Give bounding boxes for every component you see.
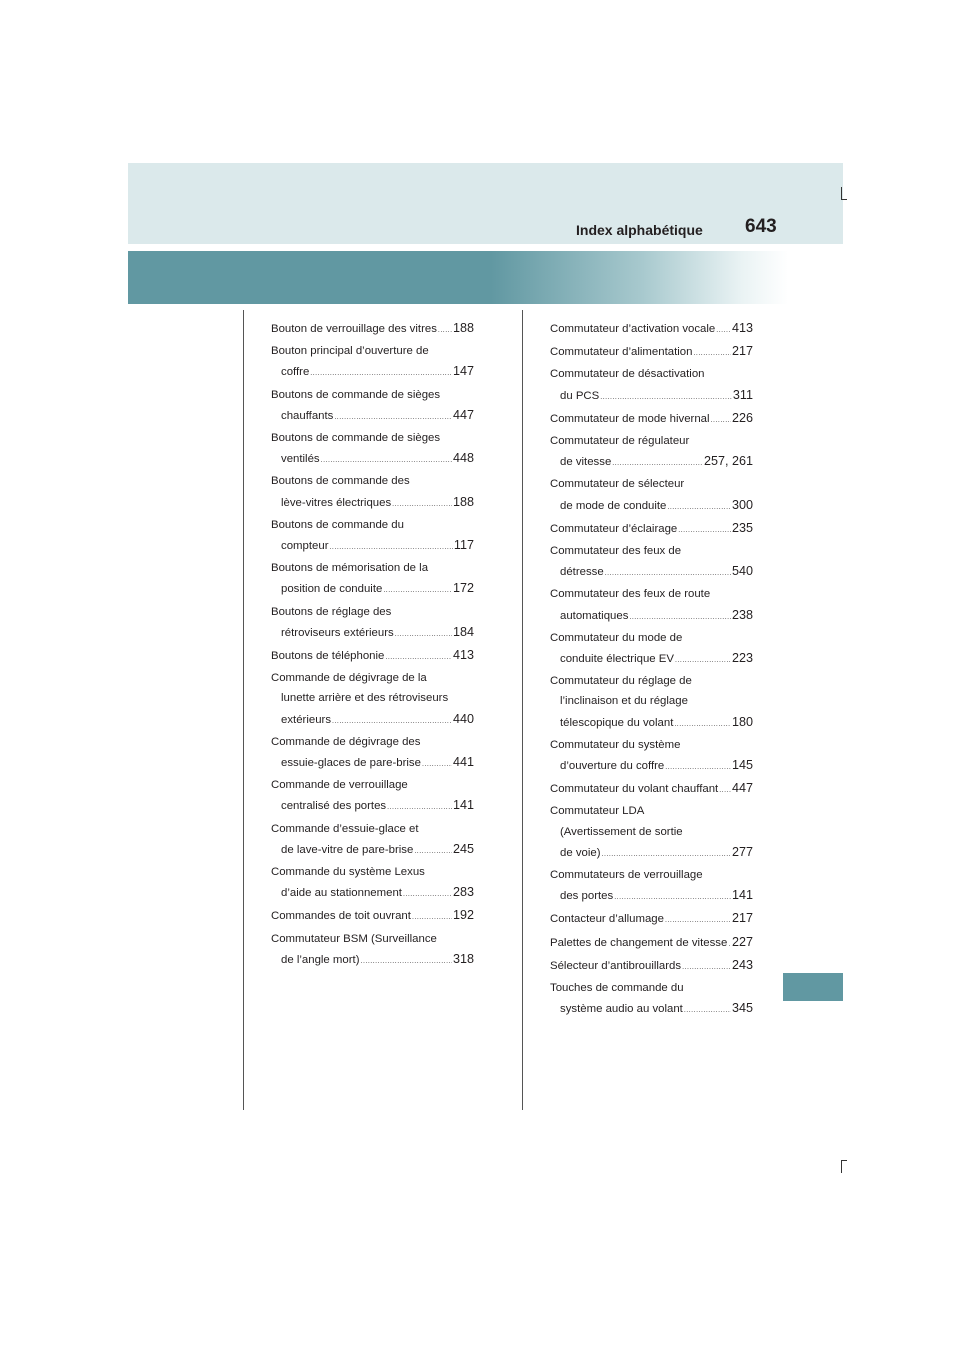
index-entry-page[interactable]: 440 bbox=[452, 711, 474, 726]
index-entry bbox=[550, 628, 753, 671]
index-entry-final-line bbox=[550, 605, 753, 628]
index-entry-term: système audio au volant bbox=[560, 1003, 683, 1016]
index-entry bbox=[271, 905, 474, 928]
dot-leader bbox=[602, 845, 731, 865]
index-entry-term: automatiques bbox=[560, 609, 629, 622]
dot-leader bbox=[716, 321, 731, 341]
index-entry-final-line bbox=[550, 318, 753, 341]
index-entry-page[interactable]: 227 bbox=[731, 934, 753, 949]
index-entry-term: Sélecteur d’antibrouillards bbox=[550, 959, 682, 972]
index-entry bbox=[550, 955, 753, 978]
index-entry bbox=[271, 819, 474, 862]
index-entry-page[interactable]: 180 bbox=[731, 714, 753, 729]
index-entry-final-line bbox=[550, 408, 753, 431]
index-entry-final-line bbox=[550, 561, 753, 584]
index-entry-page[interactable]: 300 bbox=[731, 497, 753, 512]
index-entry-line: Bouton principal d’ouverture de bbox=[271, 345, 429, 358]
index-entry bbox=[271, 668, 474, 732]
index-entry-final-line bbox=[271, 949, 474, 972]
index-entry-page[interactable]: 188 bbox=[452, 321, 474, 335]
index-entry-term: Commutateur d’alimentation bbox=[550, 346, 693, 359]
index-entry-term: lève-vitres électriques bbox=[281, 496, 392, 509]
index-entry-final-line bbox=[550, 885, 753, 908]
index-entry-line: Commutateur LDA bbox=[550, 805, 645, 818]
dot-leader bbox=[665, 911, 731, 931]
dot-leader bbox=[693, 344, 731, 364]
index-entry-line: Commutateur du mode de bbox=[550, 631, 683, 644]
index-entry-page[interactable]: 188 bbox=[452, 494, 474, 509]
index-entry-page[interactable]: 141 bbox=[731, 888, 753, 903]
index-entry-final-line bbox=[271, 492, 474, 515]
index-entry bbox=[271, 341, 474, 384]
index-entry-term: extérieurs bbox=[281, 713, 332, 726]
index-entry-term: du PCS bbox=[560, 389, 600, 402]
index-entry-line: (Avertissement de sortie bbox=[560, 825, 683, 838]
index-entry-line: Commutateur des feux de route bbox=[550, 588, 711, 601]
dot-leader bbox=[422, 755, 452, 775]
index-entry-final-line bbox=[271, 622, 474, 645]
dot-leader bbox=[674, 715, 731, 735]
dot-leader bbox=[678, 521, 731, 541]
index-entry-page[interactable]: 243 bbox=[731, 957, 753, 972]
index-entry-page[interactable]: 540 bbox=[731, 564, 753, 579]
index-entry-term: de l’angle mort) bbox=[281, 953, 360, 966]
index-entry-line: Commutateur de régulateur bbox=[550, 435, 690, 448]
index-entry-term: chauffants bbox=[281, 409, 334, 422]
index-entry-final-line bbox=[271, 709, 474, 732]
dot-leader bbox=[385, 648, 452, 668]
index-column-left bbox=[271, 318, 474, 972]
index-entry-line: Commande du système Lexus bbox=[271, 866, 425, 879]
index-entry-page[interactable]: 145 bbox=[731, 758, 753, 773]
index-entry-page[interactable]: 147 bbox=[452, 364, 474, 379]
index-entry-term: de lave-vitre de pare-brise bbox=[281, 843, 414, 856]
index-entry-final-line bbox=[550, 908, 753, 931]
index-entry bbox=[550, 865, 753, 908]
index-entry-line: Commutateur du réglage de bbox=[550, 675, 692, 688]
index-entry-term: des portes bbox=[560, 890, 614, 903]
index-entry-term: conduite électrique EV bbox=[560, 653, 674, 666]
column-rule-left bbox=[243, 310, 244, 1110]
index-entry bbox=[271, 602, 474, 645]
index-entry-page[interactable]: 192 bbox=[452, 908, 474, 923]
index-entry-final-line bbox=[550, 341, 753, 364]
dot-leader bbox=[334, 408, 452, 428]
index-entry bbox=[550, 431, 753, 474]
index-entry-line: Commande d’essuie-glace et bbox=[271, 822, 419, 835]
index-entry bbox=[550, 978, 753, 1021]
index-entry-line: lunette arrière et des rétroviseurs bbox=[281, 692, 449, 705]
index-entry-final-line bbox=[271, 645, 474, 668]
index-entry bbox=[271, 318, 474, 341]
index-entry-line: Commande de verrouillage bbox=[271, 779, 408, 792]
dot-leader bbox=[728, 935, 731, 955]
index-entry bbox=[271, 471, 474, 514]
index-entry-final-line bbox=[550, 778, 753, 801]
dot-leader bbox=[332, 712, 452, 732]
dot-leader bbox=[329, 538, 452, 558]
index-entry-term: position de conduite bbox=[281, 583, 383, 596]
index-entry bbox=[271, 428, 474, 471]
index-entry bbox=[271, 775, 474, 818]
dot-leader bbox=[438, 321, 452, 341]
index-entry-line: Commande de dégivrage des bbox=[271, 735, 421, 748]
index-entry-term: de vitesse bbox=[560, 456, 612, 469]
index-entry-final-line bbox=[271, 839, 474, 862]
index-entry-final-line bbox=[271, 752, 474, 775]
index-entry-page[interactable]: 141 bbox=[452, 798, 474, 813]
index-entry-final-line bbox=[550, 712, 753, 735]
dot-leader bbox=[310, 364, 452, 384]
index-entry-term: rétroviseurs extérieurs bbox=[281, 626, 394, 639]
dot-leader bbox=[395, 625, 452, 645]
index-entry-page[interactable]: 345 bbox=[731, 1001, 753, 1016]
index-entry bbox=[550, 584, 753, 627]
index-entry-term: Contacteur d’allumage bbox=[550, 913, 664, 926]
index-entry-final-line bbox=[271, 535, 474, 558]
index-entry-line: Boutons de mémorisation de la bbox=[271, 562, 429, 575]
index-entry-term: de voie) bbox=[560, 846, 601, 859]
dot-leader bbox=[629, 608, 731, 628]
index-entry-term: Commandes de toit ouvrant bbox=[271, 910, 411, 923]
index-entry-page[interactable]: 117 bbox=[453, 538, 474, 553]
index-entry bbox=[271, 645, 474, 668]
index-entry-term: centralisé des portes bbox=[281, 800, 387, 813]
crop-mark-bottom-foot bbox=[841, 1160, 847, 1161]
index-entry-term: Commutateur de mode hivernal bbox=[550, 412, 710, 425]
index-entry-final-line bbox=[271, 448, 474, 471]
index-entry-page[interactable]: 235 bbox=[731, 520, 753, 535]
dot-leader bbox=[383, 581, 452, 601]
crop-mark-bottom bbox=[841, 1160, 842, 1173]
index-entry bbox=[550, 908, 753, 931]
index-entry-line: Boutons de commande des bbox=[271, 475, 410, 488]
index-column-right bbox=[550, 318, 753, 1022]
dot-leader bbox=[682, 958, 731, 978]
index-entry bbox=[271, 732, 474, 775]
index-entry-line: Boutons de commande de sièges bbox=[271, 432, 441, 445]
index-entry-term: compteur bbox=[281, 540, 329, 553]
index-entry-page[interactable]: 223 bbox=[731, 651, 753, 666]
index-entry-term: coffre bbox=[281, 366, 310, 379]
dot-leader bbox=[392, 495, 452, 515]
index-entry-page[interactable]: 413 bbox=[452, 648, 474, 663]
index-entry-page[interactable]: 226 bbox=[731, 410, 753, 425]
index-entry-line: Boutons de commande du bbox=[271, 518, 404, 531]
dot-leader bbox=[667, 498, 731, 518]
index-entry-line: Commutateur BSM (Surveillance bbox=[271, 932, 437, 945]
index-entry-term: Commutateur d’activation vocale bbox=[550, 323, 716, 335]
index-entry bbox=[550, 541, 753, 584]
index-entry-page[interactable]: 245 bbox=[452, 841, 474, 856]
dot-leader bbox=[711, 411, 731, 431]
section-title: Index alphabétique bbox=[576, 222, 703, 238]
index-entry bbox=[550, 778, 753, 801]
index-entry-term: essuie-glaces de pare-brise bbox=[281, 757, 421, 770]
index-entry-page[interactable]: 257, 261 bbox=[703, 454, 753, 469]
dot-leader bbox=[600, 388, 732, 408]
dot-leader bbox=[605, 564, 731, 584]
index-entry-line: Commutateur du système bbox=[550, 738, 681, 751]
index-entry bbox=[550, 341, 753, 364]
dot-leader bbox=[675, 651, 731, 671]
page-number: 643 bbox=[745, 216, 777, 237]
index-entry-term: Bouton de verrouillage des vitres bbox=[271, 323, 437, 335]
index-entry-term: d’ouverture du coffre bbox=[560, 760, 665, 773]
index-entry bbox=[550, 671, 753, 735]
dot-leader bbox=[403, 885, 452, 905]
index-entry-term: d’aide au stationnement bbox=[281, 887, 402, 900]
index-entry-line: Commande de dégivrage de la bbox=[271, 672, 427, 685]
index-entry-page[interactable]: 172 bbox=[452, 581, 474, 596]
index-entry-final-line bbox=[271, 905, 474, 928]
dot-leader bbox=[387, 798, 452, 818]
index-entry-final-line bbox=[550, 648, 753, 671]
index-entry bbox=[550, 364, 753, 407]
index-entry-page[interactable]: 318 bbox=[452, 951, 474, 966]
index-entry-page[interactable]: 238 bbox=[731, 607, 753, 622]
index-entry-page[interactable]: 413 bbox=[731, 321, 753, 335]
chapter-side-tab bbox=[783, 973, 843, 1001]
index-entry-final-line bbox=[271, 405, 474, 428]
index-entry-page[interactable]: 184 bbox=[452, 624, 474, 639]
index-entry bbox=[550, 318, 753, 341]
index-entry-final-line bbox=[271, 361, 474, 384]
column-rule-middle bbox=[522, 310, 523, 1110]
index-entry-term: Boutons de téléphonie bbox=[271, 650, 385, 663]
index-entry-line: Commutateur de désactivation bbox=[550, 368, 705, 381]
index-entry bbox=[550, 932, 753, 955]
index-entry-page[interactable]: 448 bbox=[452, 451, 474, 466]
dot-leader bbox=[719, 781, 731, 801]
index-entry bbox=[550, 474, 753, 517]
index-entry-line: Commutateurs de verrouillage bbox=[550, 869, 703, 882]
index-entry-term: de mode de conduite bbox=[560, 499, 667, 512]
index-entry-term: détresse bbox=[560, 566, 604, 579]
index-entry-final-line bbox=[550, 842, 753, 865]
index-entry-final-line bbox=[271, 795, 474, 818]
dot-leader bbox=[665, 758, 731, 778]
index-entry-line: l’inclinaison et du réglage bbox=[560, 695, 688, 708]
index-entry-page[interactable]: 217 bbox=[731, 911, 753, 926]
index-entry-page[interactable]: 217 bbox=[731, 344, 753, 359]
crop-mark-top-foot bbox=[841, 199, 847, 200]
dot-leader bbox=[614, 888, 731, 908]
index-entry-line: Commutateur des feux de bbox=[550, 545, 682, 558]
index-entry bbox=[550, 801, 753, 865]
dot-leader bbox=[414, 842, 452, 862]
dot-leader bbox=[321, 451, 452, 471]
dot-leader bbox=[684, 1001, 731, 1021]
index-entry-final-line bbox=[271, 318, 474, 341]
index-entry bbox=[550, 408, 753, 431]
header-band bbox=[128, 163, 843, 244]
index-entry-line: Boutons de commande de sièges bbox=[271, 388, 441, 401]
index-entry bbox=[550, 735, 753, 778]
dot-leader bbox=[361, 952, 452, 972]
index-entry-final-line bbox=[550, 385, 753, 408]
index-entry bbox=[271, 862, 474, 905]
index-entry-final-line bbox=[550, 518, 753, 541]
index-entry-final-line bbox=[550, 932, 753, 955]
index-entry bbox=[271, 558, 474, 601]
index-entry-page[interactable]: 311 bbox=[732, 387, 753, 402]
index-entry-final-line bbox=[550, 495, 753, 518]
index-entry-line: Boutons de réglage des bbox=[271, 605, 392, 618]
index-entry-line: Commutateur de sélecteur bbox=[550, 478, 685, 491]
index-entry-page[interactable]: 283 bbox=[452, 885, 474, 900]
index-entry-term: ventilés bbox=[281, 453, 320, 466]
index-entry-final-line bbox=[550, 998, 753, 1021]
index-entry-term: Palettes de changement de vitesse bbox=[550, 936, 728, 949]
index-entry-line: Touches de commande du bbox=[550, 982, 684, 995]
index-entry-final-line bbox=[550, 955, 753, 978]
index-entry-final-line bbox=[271, 578, 474, 601]
dot-leader bbox=[412, 908, 452, 928]
index-entry-page[interactable]: 277 bbox=[731, 844, 753, 859]
index-entry-page[interactable]: 447 bbox=[731, 781, 753, 796]
index-entry-page[interactable]: 447 bbox=[452, 407, 474, 422]
header-gradient-bar bbox=[128, 251, 788, 304]
dot-leader bbox=[612, 454, 703, 474]
index-entry bbox=[271, 515, 474, 558]
index-entry bbox=[271, 385, 474, 428]
index-entry bbox=[550, 518, 753, 541]
index-entry-term: Commutateur d’éclairage bbox=[550, 522, 678, 535]
index-entry-final-line bbox=[550, 451, 753, 474]
index-entry-final-line bbox=[550, 755, 753, 778]
index-entry bbox=[271, 929, 474, 972]
index-entry-term: télescopique du volant bbox=[560, 716, 674, 729]
index-entry-page[interactable]: 441 bbox=[452, 755, 474, 770]
index-entry-term: Commutateur du volant chauffant bbox=[550, 783, 719, 796]
index-entry-final-line bbox=[271, 882, 474, 905]
